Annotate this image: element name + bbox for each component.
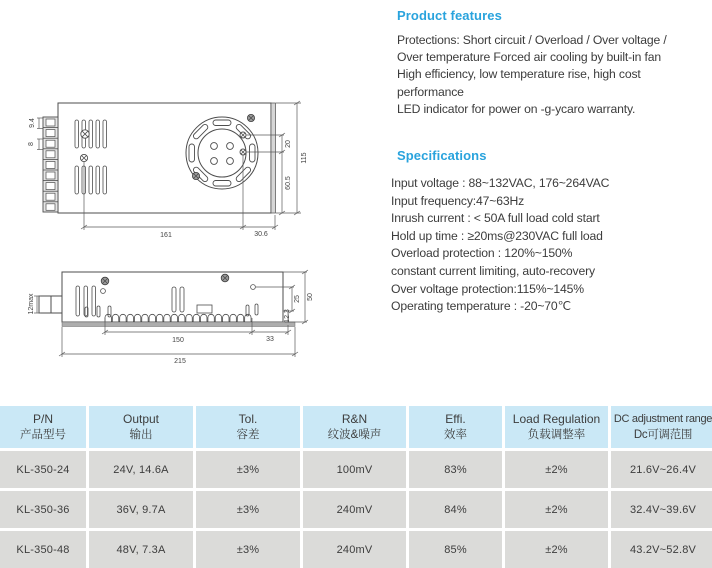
- dimension-label: 25: [294, 295, 301, 303]
- top-view-left-dims: [37, 118, 43, 150]
- dimension-label: 30.6: [254, 231, 268, 238]
- cell-load-regulation: ±2%: [505, 491, 608, 528]
- col-header-dc-adjustment: DC adjustment range Dc可调范围: [611, 406, 712, 448]
- specifications-title: Specifications: [397, 148, 487, 163]
- dimension-label: 8: [28, 142, 35, 146]
- base-plate: [62, 322, 295, 327]
- spec-line: Input voltage : 88~132VAC, 176~264VAC: [391, 176, 610, 190]
- cell-load-regulation: ±2%: [505, 531, 608, 568]
- cell-ripple-noise: 240mV: [303, 531, 406, 568]
- col-header-ripple-noise: R&N 纹波&噪声: [303, 406, 406, 448]
- dimension-label: 9.4: [29, 118, 36, 128]
- terminal-block: [43, 117, 58, 212]
- model-spec-table: [0, 406, 712, 568]
- cell-ripple-noise: 100mV: [303, 451, 406, 488]
- col-header-output: Output 输出: [89, 406, 193, 448]
- cell-tolerance: ±3%: [196, 491, 300, 528]
- side-view-drawing: [28, 270, 314, 365]
- top-view-drawing: [28, 101, 308, 239]
- cell-efficiency: 84%: [409, 491, 502, 528]
- dimension-label: 12max: [28, 293, 35, 315]
- cell-tolerance: ±3%: [196, 451, 300, 488]
- dimension-label: 215: [174, 358, 186, 365]
- product-features-section: [397, 8, 709, 118]
- feature-line: Over temperature Forced air cooling by built-in fan: [397, 50, 661, 65]
- cell-dc-adjustment: 32.4V~39.6V: [611, 491, 712, 528]
- spec-line: Hold up time : ≥20ms@230VAC full load: [391, 228, 603, 243]
- case-edge-strip: [271, 103, 276, 213]
- col-header-efficiency: Effi. 效率: [409, 406, 502, 448]
- dimension-label: 12.3: [284, 309, 291, 323]
- cell-tolerance: ±3%: [196, 531, 300, 568]
- cell-pn: KL-350-36: [0, 491, 86, 528]
- feature-line: Protections: Short circuit / Overload / Over voltage /: [397, 33, 667, 47]
- feature-line: High efficiency, low temperature rise, high cost: [397, 67, 641, 82]
- dimension-label: 115: [301, 152, 308, 164]
- dimension-label: 20: [285, 140, 292, 148]
- dimension-label: 161: [160, 232, 172, 239]
- output-connector: [39, 296, 62, 313]
- spec-line: Input frequency:47~63Hz: [391, 193, 525, 208]
- cell-load-regulation: ±2%: [505, 451, 608, 488]
- cell-dc-adjustment: 21.6V~26.4V: [611, 451, 712, 488]
- features-title: Product features: [397, 8, 502, 23]
- spec-line: constant current limiting, auto-recovery: [391, 263, 595, 278]
- col-header-tolerance: Tol. 容差: [196, 406, 300, 448]
- technical-drawings: [0, 90, 390, 390]
- cell-output: 36V, 9.7A: [89, 491, 193, 528]
- specifications-section: [391, 148, 709, 316]
- dimension-label: 50: [307, 293, 314, 301]
- spec-line: Over voltage protection:115%~145%: [391, 281, 584, 296]
- dimension-label: 33: [266, 336, 274, 343]
- spec-line: Overload protection : 120%~150%: [391, 246, 573, 261]
- cell-dc-adjustment: 43.2V~52.8V: [611, 531, 712, 568]
- cell-efficiency: 85%: [409, 531, 502, 568]
- cell-pn: KL-350-24: [0, 451, 86, 488]
- dimension-label: 60.5: [285, 176, 292, 190]
- spec-line: Operating temperature : -20~70℃: [391, 299, 572, 314]
- cell-ripple-noise: 240mV: [303, 491, 406, 528]
- cell-pn: KL-350-48: [0, 531, 86, 568]
- feature-line: performance: [397, 84, 464, 99]
- spec-line: Inrush current : < 50A full load cold start: [391, 211, 600, 226]
- feature-line: LED indicator for power on -g-ycaro warranty.: [397, 101, 636, 116]
- dimension-label: 150: [172, 337, 184, 344]
- cell-output: 48V, 7.3A: [89, 531, 193, 568]
- cell-efficiency: 83%: [409, 451, 502, 488]
- col-header-pn: P/N 产品型号: [0, 406, 86, 448]
- col-header-load-regulation: Load Regulation 负载调整率: [505, 406, 608, 448]
- cell-output: 24V, 14.6A: [89, 451, 193, 488]
